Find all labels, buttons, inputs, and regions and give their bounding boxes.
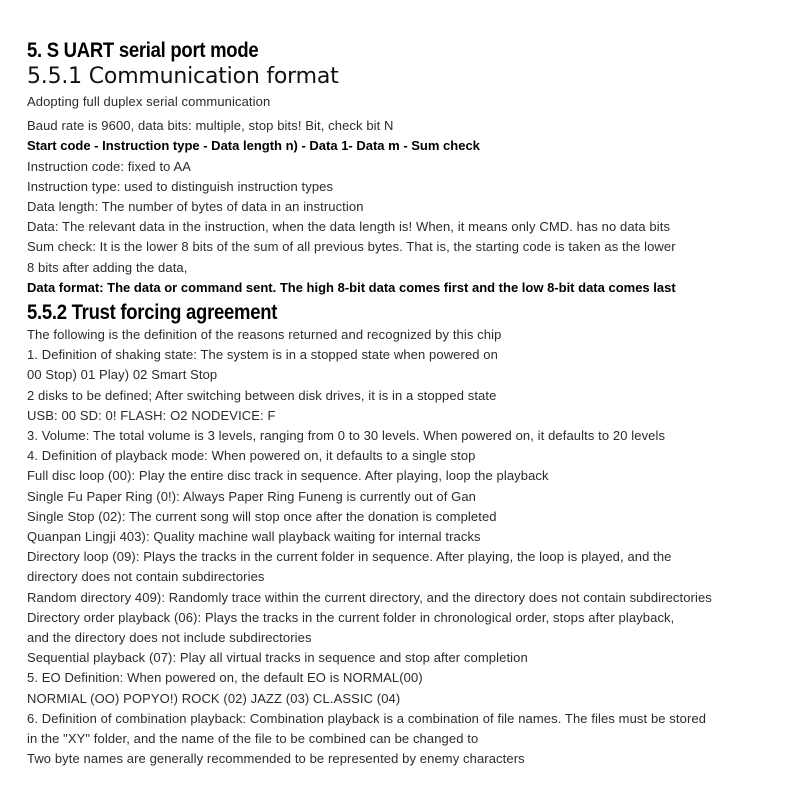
- doc-line-directory-order-playback-cont: and the directory does not include subdirectories: [27, 630, 312, 646]
- field-definition-sum-check-cont: 8 bits after adding the data,: [27, 259, 188, 275]
- doc-line-stop-play-codes: 00 Stop) 01 Play) 02 Smart Stop: [27, 367, 218, 383]
- frame-format-line: Start code - Instruction type - Data length n) - Data 1- Data m - Sum check: [27, 138, 480, 154]
- doc-line-two-byte-names: Two byte names are generally recommended to be represented by enemy characters: [27, 751, 525, 767]
- trust-intro-line: The following is the definition of the reasons returned and recognized by this chip: [27, 327, 502, 343]
- field-definition-instruction-code: Instruction code: fixed to AA: [27, 158, 192, 174]
- section-heading-communication-format: 5.5.1 Communication format: [27, 64, 339, 89]
- doc-line-directory-loop: Directory loop (09): Plays the tracks in the current folder in sequence. After playing, the loop is played, and the: [27, 549, 672, 565]
- doc-line-shaking-state: 1. Definition of shaking state: The system is in a stopped state when powered on: [27, 347, 498, 363]
- baud-rate-line: Baud rate is 9600, data bits: multiple, stop bits! Bit, check bit N: [27, 118, 394, 134]
- doc-line-directory-order-playback: Directory order playback (06): Plays the tracks in the current folder in chronological order, stops after playback,: [27, 609, 675, 625]
- doc-line-volume: 3. Volume: The total volume is 3 levels, ranging from 0 to 30 levels. When powered on, it defaults to 20 levels: [27, 428, 666, 444]
- doc-line-sequential-playback: Sequential playback (07): Play all virtual tracks in sequence and stop after completion: [27, 650, 528, 666]
- field-definition-sum-check: Sum check: It is the lower 8 bits of the sum of all previous bytes. That is, the starting code is taken as the lower: [27, 239, 676, 255]
- doc-line-single-loop: Single Fu Paper Ring (0!): Always Paper Ring Funeng is currently out of Gan: [27, 488, 476, 504]
- section-heading-trust-forcing-agreement: 5.5.2 Trust forcing agreement: [27, 301, 278, 325]
- doc-line-random-directory: Random directory 409): Randomly trace within the current directory, and the directory does not contain subdirectories: [27, 589, 712, 605]
- doc-line-combination-playback-cont: in the "XY" folder, and the name of the file to be combined can be changed to: [27, 731, 479, 747]
- section-heading-uart-mode: 5. S UART serial port mode: [27, 39, 259, 62]
- communication-subtitle: Adopting full duplex serial communication: [27, 94, 271, 109]
- field-definition-data-length: Data length: The number of bytes of data in an instruction: [27, 199, 364, 215]
- field-definition-data: Data: The relevant data in the instruction, when the data length is! When, it means only CMD. has no data bits: [27, 219, 671, 235]
- doc-line-combination-playback: 6. Definition of combination playback: Combination playback is a combination of file names. The files must be stored: [27, 710, 707, 726]
- doc-line-single-stop: Single Stop (02): The current song will stop once after the donation is completed: [27, 508, 497, 524]
- doc-line-playback-mode: 4. Definition of playback mode: When powered on, it defaults to a single stop: [27, 448, 476, 464]
- doc-line-eq-modes: NORMIAL (OO) POPYO!) ROCK (02) JAZZ (03) CL.ASSIC (04): [27, 690, 401, 706]
- doc-line-full-disc-loop: Full disc loop (00): Play the entire disc track in sequence. After playing, loop the playback: [27, 468, 549, 484]
- doc-line-directory-loop-cont: directory does not contain subdirectories: [27, 569, 265, 585]
- doc-line-device-codes: USB: 00 SD: 0! FLASH: O2 NODEVICE: F: [27, 407, 276, 423]
- doc-line-quanpan-lingji: Quanpan Lingji 403): Quality machine wall playback waiting for internal tracks: [27, 529, 481, 545]
- doc-line-disks-defined: 2 disks to be defined; After switching between disk drives, it is in a stopped state: [27, 387, 497, 403]
- data-format-note: Data format: The data or command sent. The high 8-bit data comes first and the low 8-bit data comes last: [27, 279, 676, 295]
- doc-line-eo-definition: 5. EO Definition: When powered on, the default EO is NORMAL(00): [27, 670, 423, 686]
- field-definition-instruction-type: Instruction type: used to distinguish instruction types: [27, 178, 334, 194]
